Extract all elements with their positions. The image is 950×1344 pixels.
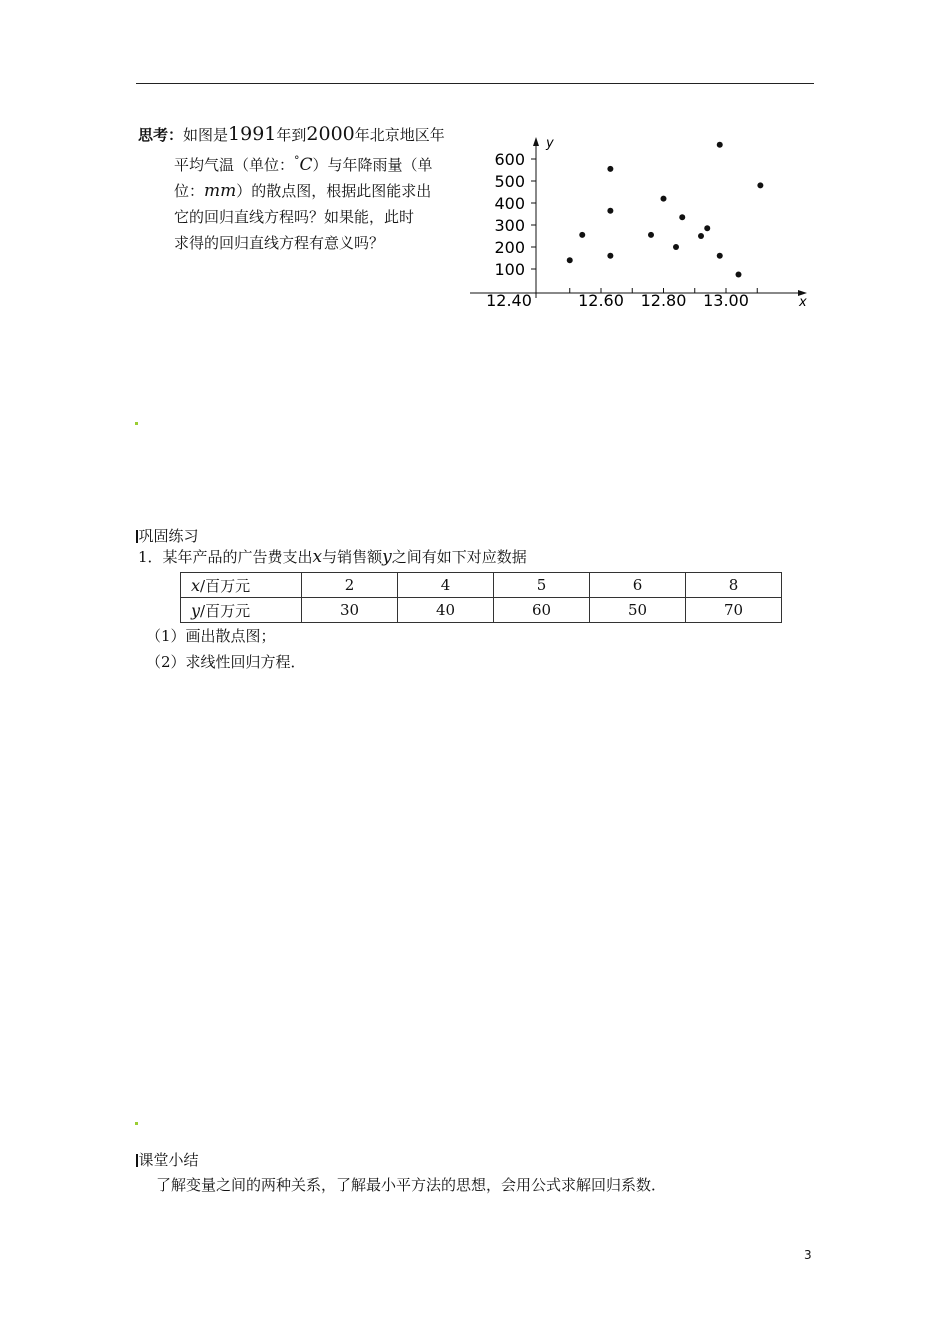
data-point: [717, 253, 723, 259]
page-number: 3: [804, 1248, 812, 1262]
table-row-x: [181, 573, 782, 598]
think-text-2b: ）与年降雨量（单: [312, 156, 433, 174]
data-point: [661, 196, 667, 202]
data-point: [567, 257, 573, 263]
think-line-2: [138, 148, 468, 178]
think-text-1b: 年到: [276, 126, 307, 144]
row-unit-y: /百万元: [200, 601, 251, 620]
practice-title: [136, 526, 199, 546]
y-axis-label: y: [546, 136, 554, 151]
data-point: [704, 225, 710, 231]
celsius-symbol: C: [299, 155, 313, 175]
y-tick-label: 100: [494, 260, 525, 279]
table-cell: 40: [398, 598, 494, 623]
summary-title-text: 课堂小结: [138, 1151, 199, 1169]
x-tick-label: 12.80: [640, 291, 687, 310]
y-tick-group: [494, 150, 536, 279]
data-point: [648, 232, 654, 238]
title-bar: [136, 530, 138, 543]
think-line-1: [138, 121, 468, 148]
table-cell: 6: [590, 573, 686, 598]
question-2: （2）求线性回归方程．: [146, 653, 306, 671]
y-tick-label: 600: [494, 150, 525, 169]
think-line-5: 求得的回归直线方程有意义吗？: [174, 234, 385, 252]
data-point: [717, 142, 723, 148]
think-paragraph: [138, 121, 468, 256]
year-1991: 1991: [228, 123, 277, 145]
think-label: 思考：: [138, 126, 184, 144]
practice-title-text: 巩固练习: [138, 527, 199, 545]
think-text-3a: 位：: [174, 182, 205, 200]
think-text-1a: 如图是: [183, 126, 229, 144]
header-rule: [136, 83, 814, 84]
y-tick-label: 500: [494, 172, 525, 191]
year-2000: 2000: [306, 123, 355, 145]
table-cell: 60: [494, 598, 590, 623]
data-table: [180, 572, 782, 623]
table-cell: 4: [398, 573, 494, 598]
think-line-3: [138, 178, 468, 204]
question-1: （1）画出散点图；: [146, 627, 276, 645]
table-row-y: [181, 598, 782, 623]
problem-statement: [138, 546, 527, 568]
table-cell: 70: [686, 598, 782, 623]
table-cell: 2: [302, 573, 398, 598]
data-points: [567, 142, 764, 278]
section-marker: [135, 422, 138, 425]
degree-symbol: °: [294, 154, 300, 167]
table-cell: 30: [302, 598, 398, 623]
data-point: [673, 244, 679, 250]
data-point: [698, 233, 704, 239]
var-y: y: [382, 547, 392, 567]
row-header-y: [181, 598, 302, 623]
problem-text-b: 与销售额: [322, 548, 383, 566]
y-tick-label: 400: [494, 194, 525, 213]
section-marker: [135, 1122, 138, 1125]
var-x: x: [312, 547, 323, 567]
x-tick-label: 13.00: [703, 291, 749, 310]
mm-unit: mm: [204, 181, 237, 201]
data-point: [607, 208, 613, 214]
x-tick-label: 12.60: [578, 291, 624, 310]
data-point: [679, 214, 685, 220]
data-point: [607, 253, 613, 259]
row-header-x: [181, 573, 302, 598]
x-tick-label: 12.40: [486, 291, 532, 310]
y-tick-label: 300: [494, 216, 525, 235]
summary-text: 了解变量之间的两种关系，了解最小平方法的思想，会用公式求解回归系数．: [156, 1176, 667, 1194]
x-tick-group: [486, 288, 757, 310]
row-var-x: x: [191, 575, 201, 595]
problem-text-a: 1．某年产品的广告费支出: [138, 548, 313, 566]
table-cell: 8: [686, 573, 782, 598]
table-cell: 50: [590, 598, 686, 623]
data-point: [757, 182, 763, 188]
problem-text-c: 之间有如下对应数据: [391, 548, 527, 566]
data-point: [579, 232, 585, 238]
think-text-1c: 年北京地区年: [354, 126, 445, 144]
summary-title: [136, 1150, 199, 1170]
row-var-y: y: [191, 600, 201, 620]
y-tick-label: 200: [494, 238, 525, 257]
row-unit-x: /百万元: [200, 576, 251, 595]
think-text-3b: ）的散点图，根据此图能求出: [236, 182, 432, 200]
think-text-2a: 平均气温（单位：: [174, 156, 295, 174]
table-cell: 5: [494, 573, 590, 598]
think-line-4: 它的回归直线方程吗？如果能，此时: [174, 208, 415, 226]
scatter-chart: [462, 128, 812, 310]
y-axis-arrow: [533, 137, 539, 146]
data-point: [607, 166, 613, 172]
title-bar: [136, 1154, 138, 1167]
data-point: [736, 272, 742, 278]
x-axis-label: x: [799, 295, 807, 310]
